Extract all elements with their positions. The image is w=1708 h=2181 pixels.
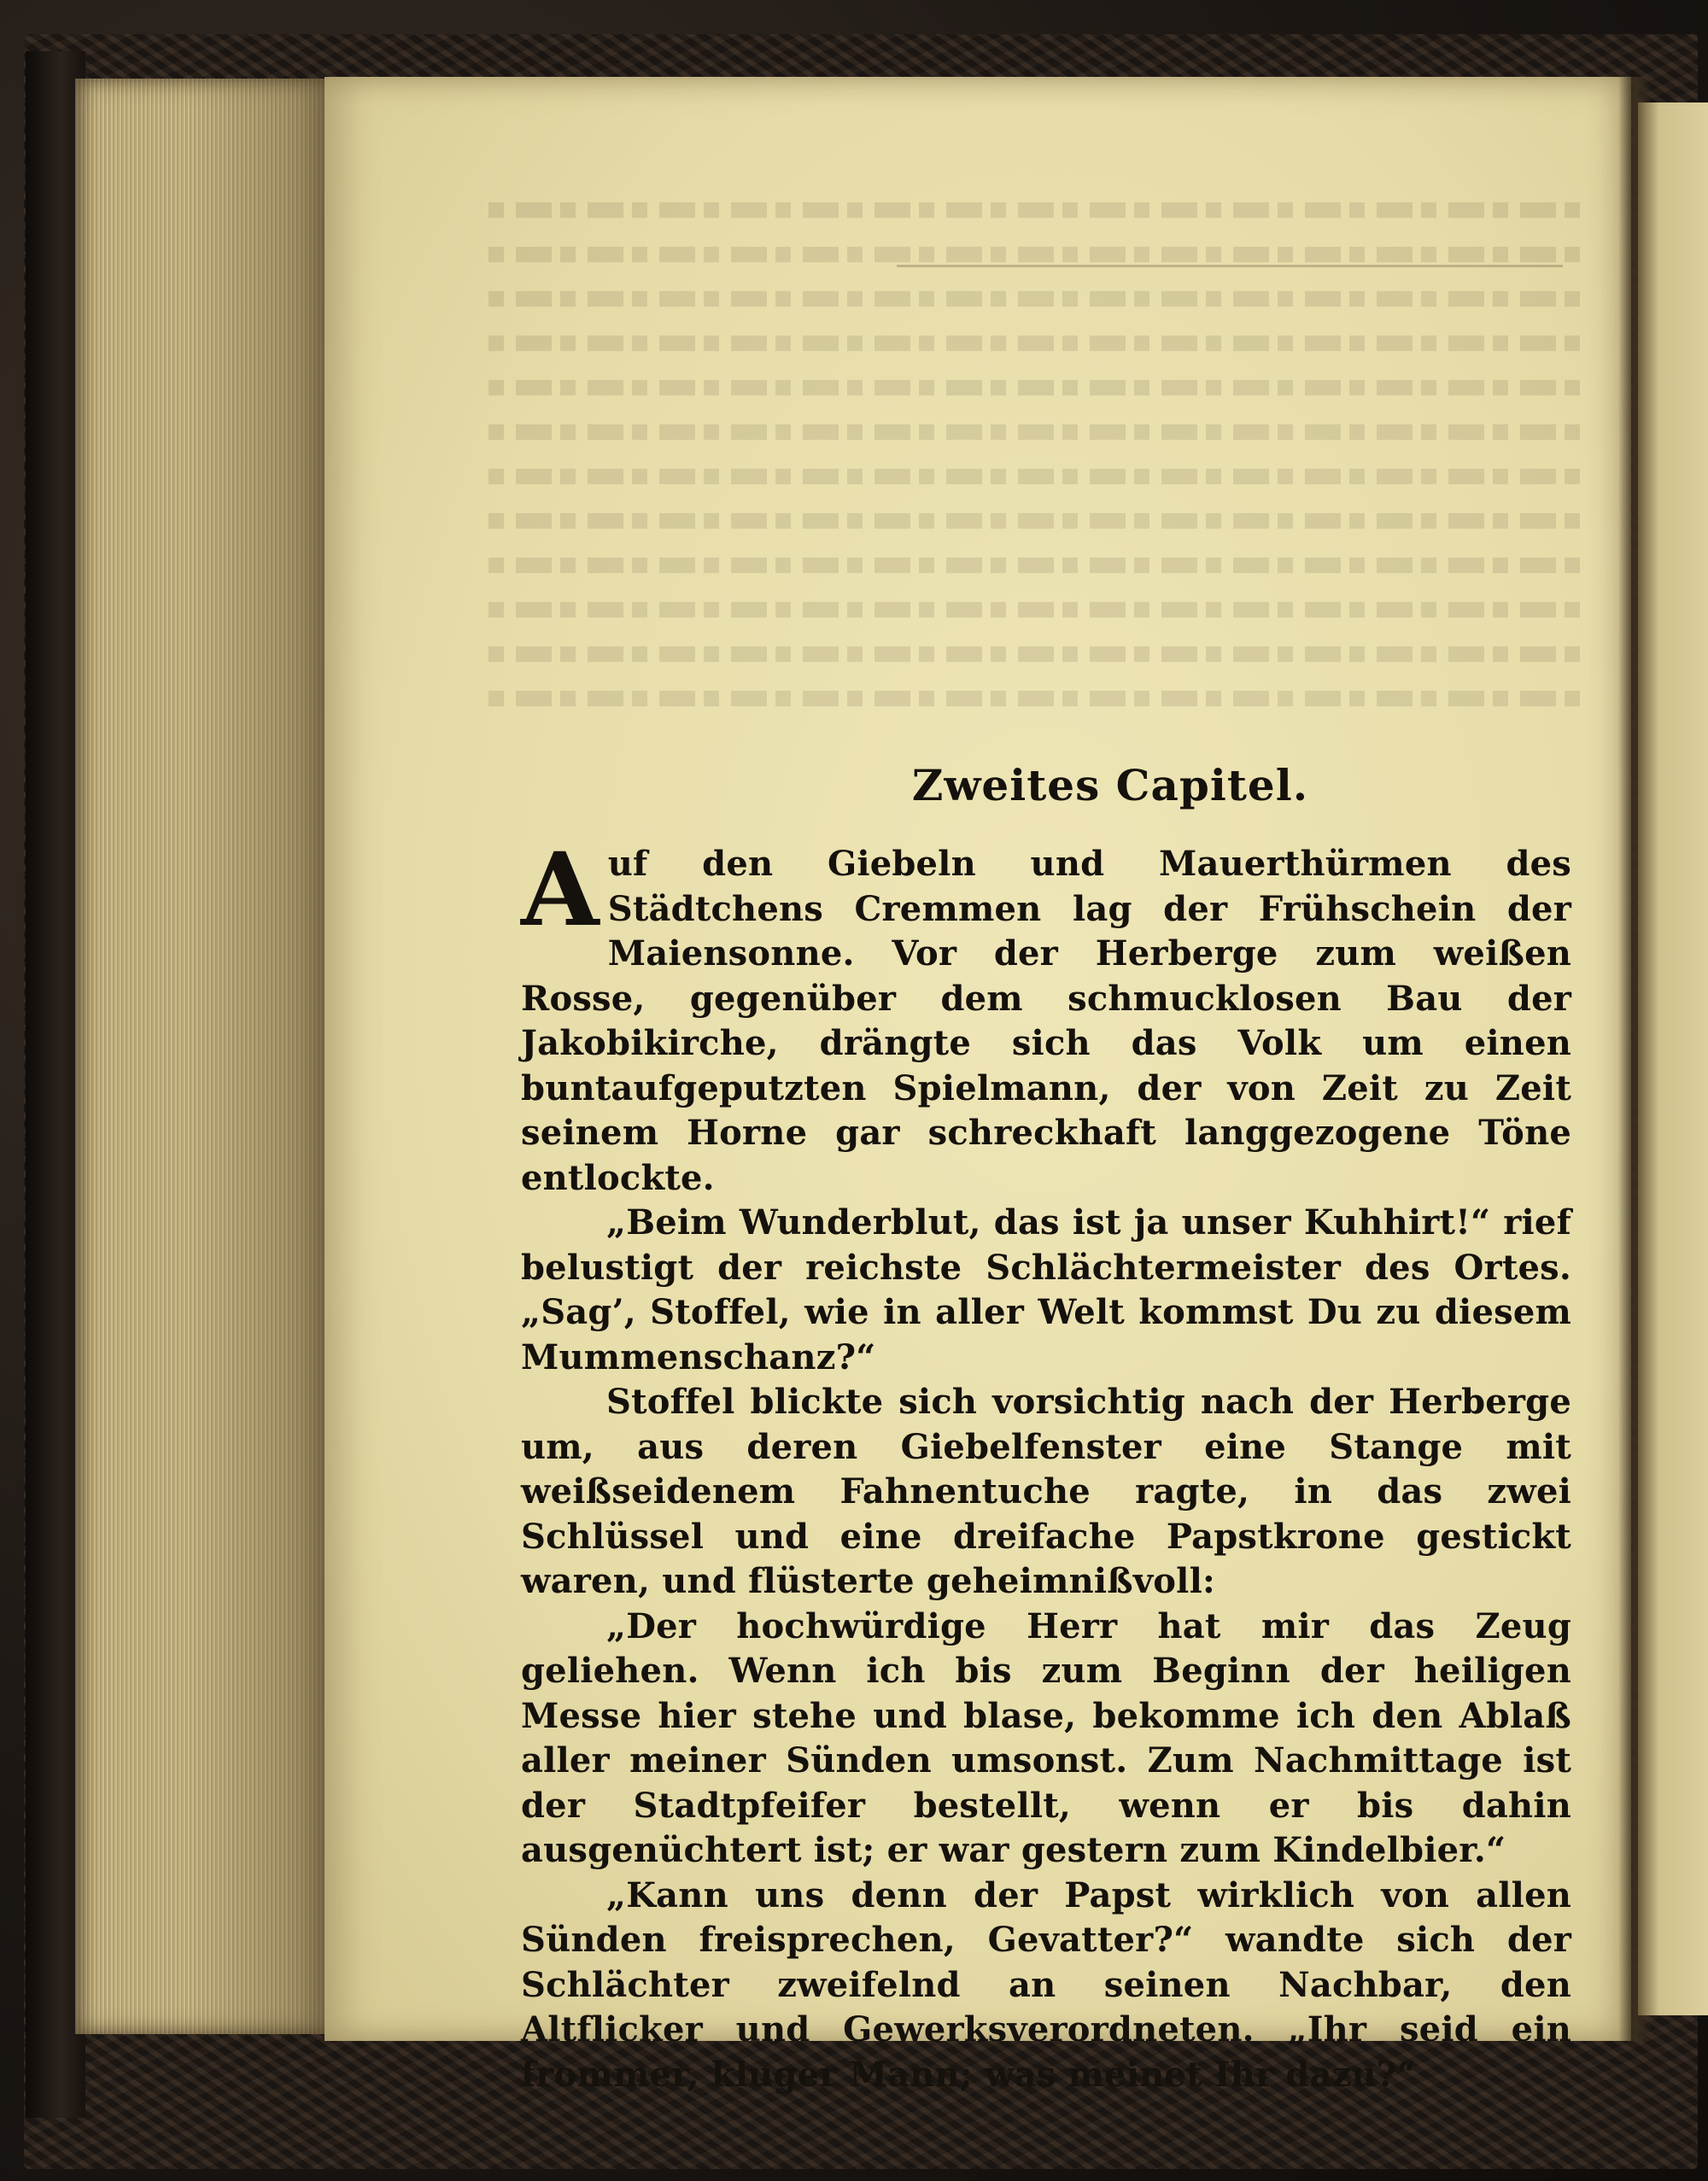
page-edge-shadow bbox=[188, 79, 325, 2034]
paragraph bbox=[521, 1874, 1571, 2098]
chapter-title: Zweites Capitel. bbox=[911, 760, 1309, 810]
paragraph-text: „Beim Wunderblut, das ist ja unser Kuhhirt!“ rief belustigt der reichste Schlächtermeister des Ortes. „Sag’, Stoffel, wie in aller Welt kommst Du zu diesem Mummenschanz?“ bbox=[521, 1202, 1571, 1377]
paragraph bbox=[521, 830, 1571, 1201]
paragraph-text: Stoffel blickte sich vorsichtig nach der Herberge um, aus deren Giebelfenster eine Stange mit weißseidenem Fahnentuche ragte, in das zwei Schlüssel und eine dreifache Papstkrone gestickt waren, und flüsterte geheimnißvoll: bbox=[521, 1382, 1571, 1601]
bleed-through-text bbox=[487, 188, 1580, 717]
bleed-through-rule bbox=[897, 265, 1563, 267]
drop-cap: A bbox=[521, 830, 600, 949]
paragraph-text: „Kann uns denn der Papst wirklich von allen Sünden freisprechen, Gevatter?“ wandte sich der Schlächter zweifelnd an seinen Nachbar, den Altflicker und Gewerksverordneten. „Ihr seid ein frommer, kluger Mann; was meinet Ihr dazu?“ bbox=[521, 1874, 1571, 2095]
paragraph bbox=[521, 1605, 1571, 1874]
paragraph-text: uf den Giebeln und Mauerthürmen des Städtchens Cremmen lag der Frühschein der Maiensonne. Vor der Herberge zum weißen Rosse, gegenüber dem schmucklosen Bau der Jakobikirche, drängte sich das Volk um einen buntaufgeputzten Spielmann, der von Zeit zu Zeit seinem Horne gar schreckhaft langgezogene Töne entlockte. bbox=[521, 844, 1571, 1198]
paragraph bbox=[521, 1380, 1571, 1605]
facing-page-strip bbox=[1638, 102, 1708, 2015]
text-block bbox=[521, 751, 1571, 2097]
paragraph-text: „Der hochwürdige Herr hat mir das Zeug geliehen. Wenn ich bis zum Beginn der heiligen Messe hier stehe und blase, bekomme ich den Ablaß aller meiner Sünden umsonst. Zum Nachmittage ist der Stadtpfeifer bestellt, wenn er bis dahin ausgenüchtert ist; er war gestern zum Kindelbier.“ bbox=[521, 1605, 1571, 1870]
paragraph bbox=[521, 1201, 1571, 1380]
